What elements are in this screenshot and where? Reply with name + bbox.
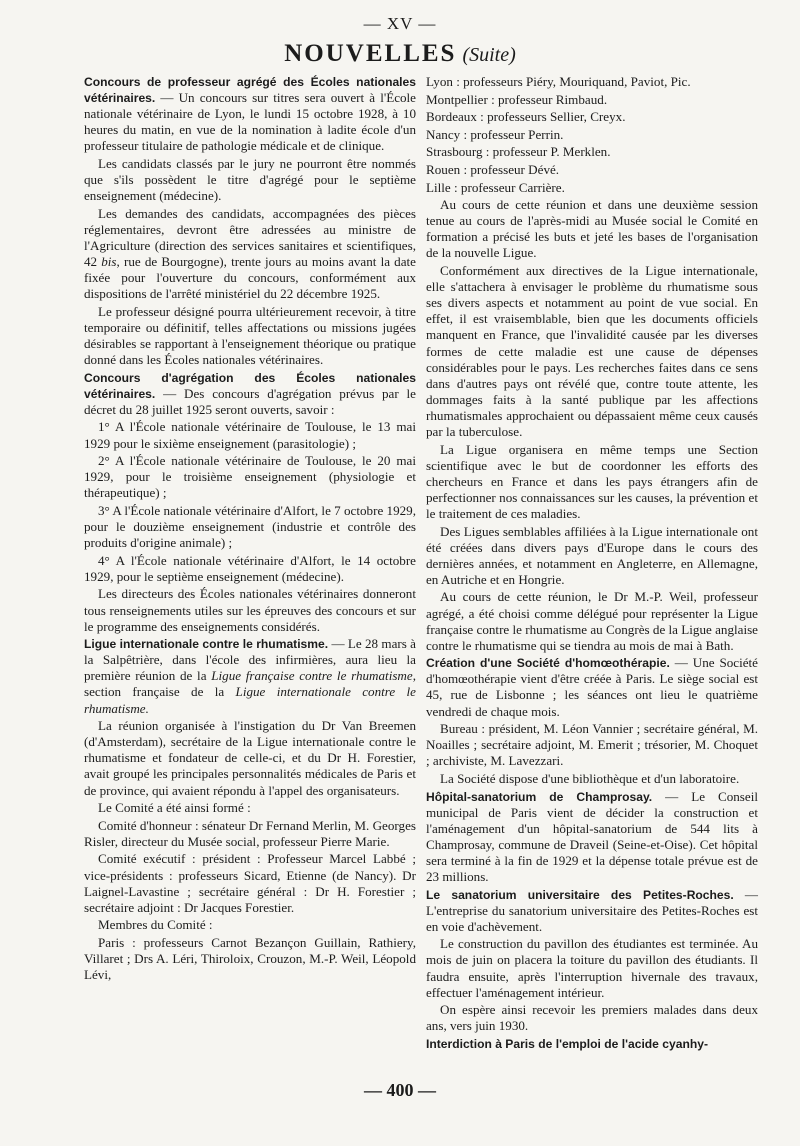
paragraph: Comité exécutif : président : Professeur Marcel Labbé ; vice-présidents : professeurs Sicard, Etienne (de Nancy). Dr Laignel-Lavastine ; secrétaire général : Dr H. Forestier ; secrétaire adjoint : Dr Jacques Forestier.	[84, 851, 416, 915]
paragraph: Paris : professeurs Carnot Bezançon Guillain, Rathiery, Villaret ; Drs A. Léri, Thiroloix, Crouzon, M.-P. Weil, Léopold Lévi,	[84, 934, 416, 983]
paragraph: Bureau : président, M. Léon Vannier ; secrétaire général, M. Noailles ; secrétaire adjoint, M. Emerit ; trésorier, M. Choquet ; archiviste, M. Lavezzari.	[426, 721, 758, 769]
paragraph: Concours d'agrégation des Écoles nationales vétérinaires. — Des concours d'agrégation prévus par le décret du 28 juillet 1925 seront ouverts, savoir :	[84, 370, 416, 417]
paragraph: Création d'une Société d'homœothérapie. — Une Société d'homœothérapie vient d'être créée à Paris. Le siège social est 45, rue de Lisbonne ; les séances ont lieu le quatrième vendredi de chaque mois.	[426, 655, 758, 719]
paragraph: Le construction du pavillon des étudiantes est terminée. Au mois de juin on placera la toiture du pavillon des étudiants. Il faudra ensuite, après l'interruption hivernale des travaux, effectuer l'aménagement intérieur.	[426, 936, 758, 1000]
paragraph: Les directeurs des Écoles nationales vétérinaires donneront tous renseignements utiles sur les épreuves des concours et sur le programme des enseignements considérés.	[84, 586, 416, 634]
paragraph: Comité d'honneur : sénateur Dr Fernand Merlin, M. Georges Risler, directeur du Musée social, professeur Pierre Marie.	[84, 817, 416, 849]
paragraph: Des Ligues semblables affiliées à la Ligue internationale ont été créées dans divers pays d'Europe dans le cours des dernières années, et notamment en Angleterre, en Allemagne, en Autriche et en Hongrie.	[426, 523, 758, 587]
paragraph: Au cours de cette réunion, le Dr M.-P. Weil, professeur agrégé, a été choisi comme délégué pour représenter la Ligue française contre le rhumatisme au Congrès de la Ligue anglaise contre le rhumatisme qui se tiendra au mois de mai à Bath.	[426, 589, 758, 653]
page-number-roman: — XV —	[363, 14, 437, 33]
section-title	[0, 40, 800, 68]
article-heading: Concours d'agrégation des Écoles nationales vétérinaires.	[84, 370, 416, 401]
article-heading: Hôpital-sanatorium de Champrosay.	[426, 789, 653, 804]
list-item: Nancy : professeur Perrin.	[426, 126, 564, 142]
paragraph: 4° A l'École nationale vétérinaire d'Alfort, le 14 octobre 1929, pour le septième enseignement (médecine).	[84, 552, 416, 584]
article-heading: Ligue internationale contre le rhumatisme.	[84, 637, 329, 652]
paragraph: Concours de professeur agrégé des Écoles nationales vétérinaires. — Un concours sur titres sera ouvert à l'École nationale vétérinaire de Lyon, le lundi 15 octobre 1928, à 10 heures du matin, en vue de la nomination à ladite école d'un professeur titulaire de pathologie médicale et de clinique.	[84, 75, 416, 154]
paragraph: La réunion organisée à l'instigation du Dr Van Breemen (d'Amsterdam), secrétaire de la Ligue internationale contre le rhumatisme et fondateur de celle-ci, et du Dr H. Forestier, avait groupé les principales personnalités médicales de Paris et de province, qui avaient répondu à l'appel des organisateurs.	[84, 718, 416, 798]
page-number: — 400 —	[364, 1080, 436, 1100]
article-heading: Interdiction à Paris de l'emploi de l'acide cyanhy-	[426, 1036, 708, 1051]
paragraph: Le Comité a été ainsi formé :	[98, 800, 251, 816]
title-nouvelles: NOUVELLES	[284, 40, 457, 67]
paragraph: Le professeur désigné pourra ultérieurement recevoir, à titre temporaire ou définitif, telles affectations ou missions jugées désirables se rapportant à l'enseignement théorique ou pratique donné dans les Écoles nationales vétérinaires.	[84, 303, 416, 368]
title-suite: (Suite)	[462, 44, 516, 66]
paragraph: Ligue internationale contre le rhumatisme. — Le 28 mars à la Salpêtrière, dans l'école des infirmières, aura lieu la première réunion de la Ligue française contre le rhumatisme, section française de la Ligue internationale contre le rhumatisme.	[84, 636, 416, 716]
paragraph	[426, 1036, 758, 1052]
paragraph: On espère ainsi recevoir les premiers malades dans deux ans, vers juin 1930.	[426, 1002, 758, 1034]
list-item: Rouen : professeur Dévé.	[426, 161, 560, 177]
paragraph: 1° A l'École nationale vétérinaire de Toulouse, le 13 mai 1929 pour le sixième enseignement (parasitologie) ;	[84, 419, 416, 451]
list-item: Bordeaux : professeurs Sellier, Creyx.	[426, 109, 626, 125]
list-item: Lyon : professeurs Piéry, Mouriquand, Paviot, Pic.	[426, 74, 691, 89]
paragraph: 3° A l'École nationale vétérinaire d'Alfort, le 7 octobre 1929, pour le douzième enseignement (industrie et contrôle des produits d'origine animale) ;	[84, 502, 416, 551]
article-heading: Création d'une Société d'homœothérapie.	[426, 656, 670, 671]
paragraph: La Société dispose d'une bibliothèque et d'un laboratoire.	[440, 770, 740, 786]
right-column	[426, 74, 758, 1054]
paragraph: Conformément aux directives de la Ligue internationale, elle s'attachera à envisager le problème du rhumatisme sous ses divers aspects et notamment au point de vue social. En effet, il est vraisemblable, bien que les documents officiels manquent en France, que l'invalidité causée par les diverses formes de cette maladie est une cause de dépenses considérables pour le pays. Les recherches faites dans ce sens dans d'autres pays ont révélé que, contre toute attente, les dommages faits à la santé publique par les affections rhumatismales approchaient ou dépassaient même ceux causés par la tuberculose.	[426, 263, 758, 439]
paragraph: La Ligue organisera en même temps une Section scientifique avec le but de coordonner les efforts des chercheurs en France et dans les pays étrangers afin de perfectionner nos connaissances sur les causes, la prévention et le traitement de ces maladies.	[426, 441, 758, 521]
list-item: Montpellier : professeur Rimbaud.	[426, 91, 608, 107]
article-heading: Concours de professeur agrégé des Écoles nationales vétérinaires.	[84, 75, 416, 106]
list-item: Lille : professeur Carrière.	[426, 179, 565, 195]
list-item: Strasbourg : professeur P. Merklen.	[426, 144, 611, 160]
paragraph: Le sanatorium universitaire des Petites-Roches. — L'entreprise du sanatorium universitaire des Petites-Roches est en voie d'achèvement.	[426, 886, 758, 934]
article-heading: Le sanatorium universitaire des Petites-Roches.	[426, 887, 734, 902]
left-column	[84, 74, 416, 985]
paragraph: 2° A l'École nationale vétérinaire de Toulouse, le 20 mai 1929, pour le troisième enseignement (physiologie et thérapeutique) ;	[84, 453, 416, 501]
paragraph: Au cours de cette réunion et dans une deuxième session tenue au cours de l'après-midi au Musée social le Comité en formation a précisé les buts et jeté les bases de l'organisation de la nouvelle Ligue.	[426, 197, 758, 261]
paragraph: Les demandes des candidats, accompagnées des pièces réglementaires, devront être adressées au ministre de l'Agriculture (direction des services sanitaires et scientifiques, 42 bis, rue de Bourgogne), trente jours au moins avant la date fixée pour l'ouverture du concours, conformément aux dispositions de l'arrêté ministériel du 22 décembre 1925.	[84, 205, 416, 302]
paragraph: Membres du Comité :	[98, 917, 213, 933]
paragraph: Hôpital-sanatorium de Champrosay. — Le Conseil municipal de Paris vient de décider la construction et l'aménagement d'un hôpital-sanatorium de 544 lits à Champrosay, commune de Draveil (Seine-et-Oise). Cet hôpital sera terminé à la fin de 1929 et la dépense totale prévue est de 23 millions.	[426, 788, 758, 884]
paragraph: Les candidats classés par le jury ne pourront être nommés que s'ils possèdent le titre d'agrégé pour le septième enseignement (médecine).	[84, 155, 416, 204]
